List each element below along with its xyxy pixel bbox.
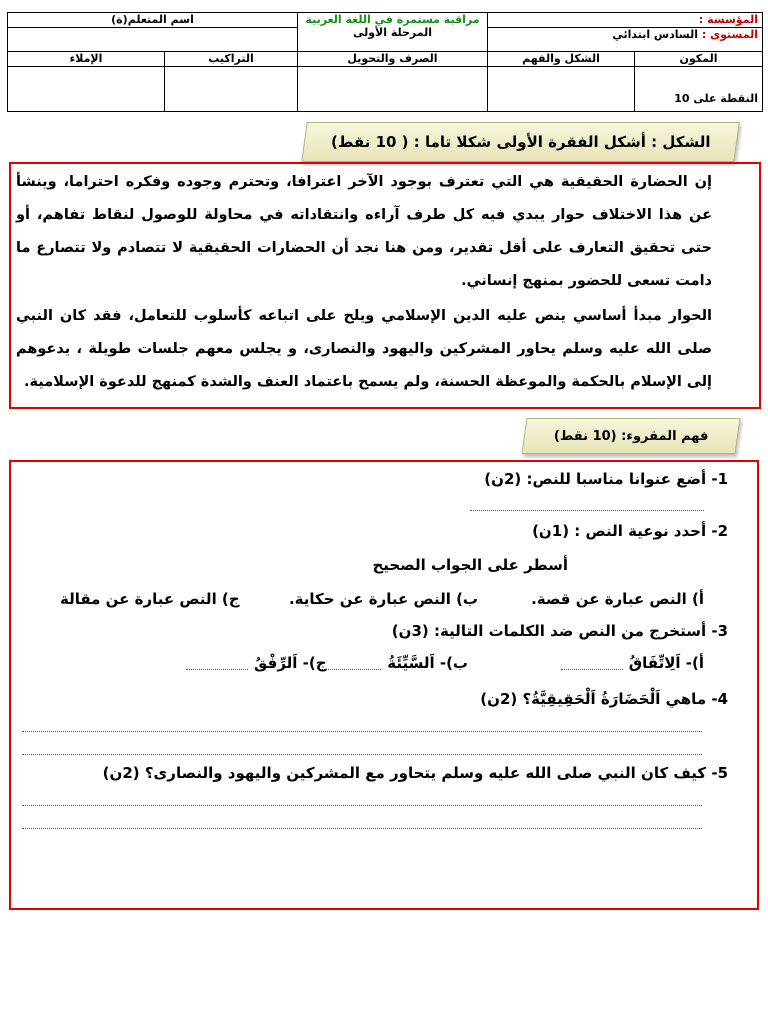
word-c-group xyxy=(180,654,327,672)
column-morphology: الصرف والتحويل xyxy=(298,52,488,67)
question-1: 1- أضع عنوانا مناسبا للنص: (2ن) xyxy=(484,470,728,488)
question-2: 2- أحدد نوعية النص : (1ن) xyxy=(532,522,728,540)
paragraph-1: إن الحضارة الحقيقية هي التي تعترف بوجود الآخر اعترافا، وتحترم وجوده وفكره احتراما، وينشأ عن هذا الاختلاف حوار يبدي فيه كل طرف آراءه وانتقاداته في محاولة للوصول لنقاط تفاهم، أو حتى تحقيق التعارف على أقل تقدير، ومن هنا نجد أن الحضارات الحقيقية لا تتصادم ولا تتصارع ما دامت تسعى للحضور بمنهج إنساني. xyxy=(16,174,712,289)
answer-line-5a[interactable] xyxy=(22,805,702,806)
question-3: 3- أستخرج من النص ضد الكلمات التالية: (3ن) xyxy=(391,622,728,640)
word-b-answer[interactable] xyxy=(319,669,381,670)
question-5: 5- كيف كان النبي صلى الله عليه وسلم يتحاور مع المشركين واليهود والنصارى؟ (2ن) xyxy=(102,764,728,782)
question-2-instruction: أسطر على الجواب الصحيح xyxy=(372,556,568,574)
word-c: ج)- اَلرِّفْقُ xyxy=(254,654,327,672)
score-morphology-field[interactable] xyxy=(298,67,488,112)
level-cell xyxy=(488,28,763,52)
component-label: المكون xyxy=(635,52,763,67)
section1-title: الشكل : أشكل الفقرة الأولى شكلا تاما : ( 10 نقط) xyxy=(330,133,711,151)
option-a[interactable]: أ) النص عبارة عن قصة. xyxy=(531,590,704,608)
level-value: السادس ابتدائي xyxy=(612,28,698,41)
word-b: ب)- اَلسَّيِّئَةُ xyxy=(387,654,468,672)
answer-line-1[interactable] xyxy=(470,510,704,511)
word-c-answer[interactable] xyxy=(186,669,248,670)
score-dictation-field[interactable] xyxy=(8,67,165,112)
answer-line-4a[interactable] xyxy=(22,731,702,732)
level-label: المستوى : xyxy=(701,28,758,41)
word-a-answer[interactable] xyxy=(561,669,623,670)
score-form-field[interactable] xyxy=(488,67,635,112)
exam-title: مراقبة مستمرة في اللغة العربية xyxy=(305,13,480,26)
score-label: النقطة على 10 xyxy=(635,67,763,112)
column-dictation: الإملاء xyxy=(8,52,165,67)
exam-title-cell xyxy=(298,13,488,52)
word-a-group xyxy=(555,654,704,672)
institution-label: المؤسسة : xyxy=(488,13,763,28)
column-form: الشكل والفهم xyxy=(488,52,635,67)
section2-ribbon xyxy=(521,418,740,454)
option-c[interactable]: ج) النص عبارة عن مقالة xyxy=(60,590,240,608)
exam-stage: المرحلة الأولى xyxy=(352,26,433,39)
word-b-group xyxy=(313,654,468,672)
answer-line-5b[interactable] xyxy=(22,828,702,829)
question-4: 4- ماهي اَلْحَضَارَةُ اَلْحَقِيقِيَّةُ؟ (2ن) xyxy=(480,690,728,708)
word-a: أ)- اَلِاتِّفَاقُ xyxy=(628,654,704,672)
option-b[interactable]: ب) النص عبارة عن حكاية. xyxy=(288,590,478,608)
student-name-label: اسم المتعلم(ة) xyxy=(8,13,298,28)
answer-line-4b[interactable] xyxy=(22,754,702,755)
column-structures: التراكيب xyxy=(165,52,298,67)
score-structures-field[interactable] xyxy=(165,67,298,112)
student-name-field[interactable] xyxy=(8,28,298,52)
section2-title: فهم المقروء: (10 نقط) xyxy=(553,428,709,444)
header-table xyxy=(7,12,763,112)
paragraph-2: الحوار مبدأ أساسي ينص عليه الدين الإسلامي ويلح على اتباعه كأسلوب للتعامل، فقد كان النبي صلى الله عليه وسلم يحاور المشركين واليهود والنصارى، و يجلس معهم جلسات طويلة ، يدعوهم إلى الإسلام بالحكمة والموعظة الحسنة، ولم يسمح باعتماد العنف والشدة كمنهج للدعوة الإسلامية. xyxy=(16,308,712,390)
section1-ribbon xyxy=(301,122,740,162)
